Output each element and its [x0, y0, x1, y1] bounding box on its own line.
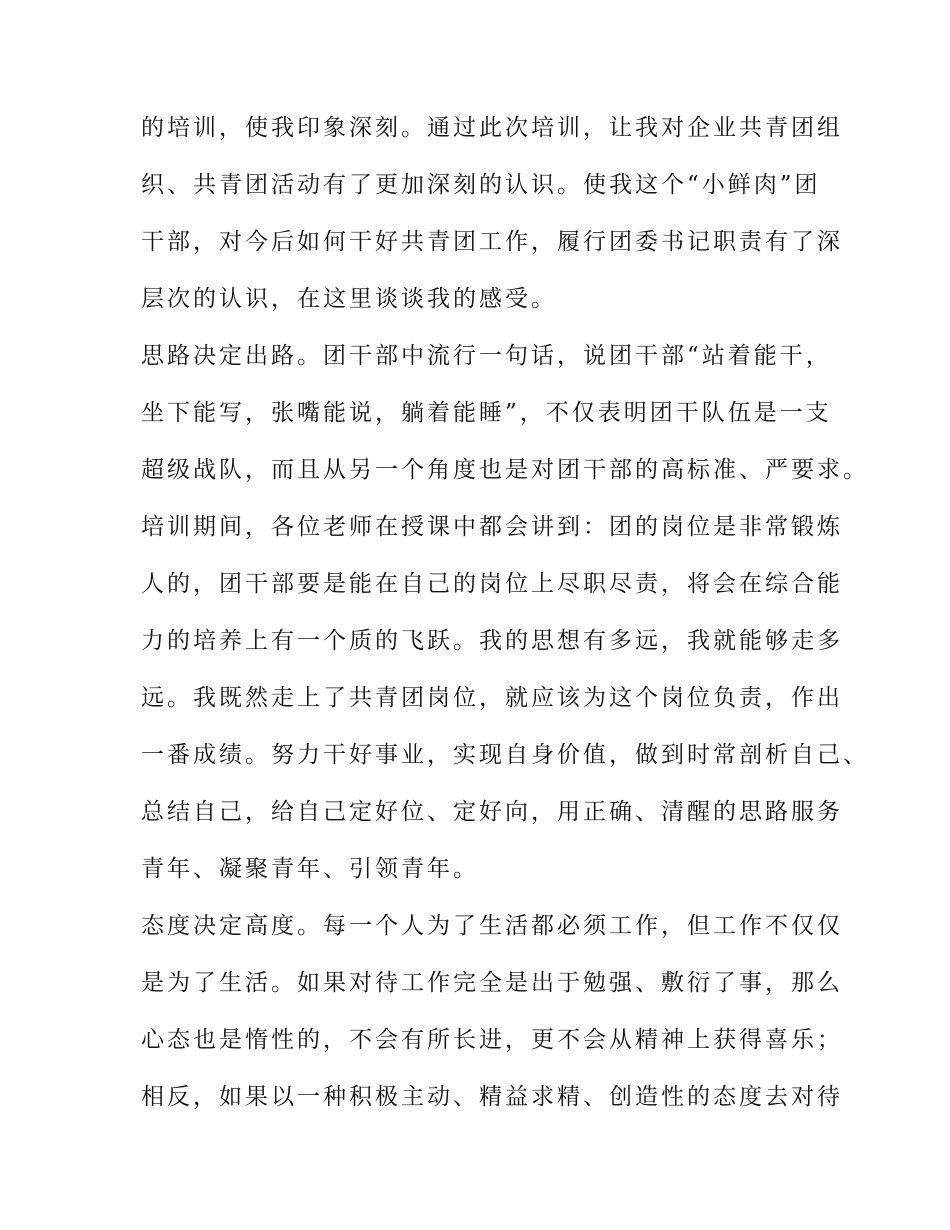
text-line: 的培训，使我印象深刻。通过此次培训，让我对企业共青团组 — [141, 115, 843, 141]
text-line: 人的，团干部要是能在自己的岗位上尽职尽责，将会在综合能 — [141, 571, 843, 597]
text-line: 干部，对今后如何干好共青团工作，履行团委书记职责有了深 — [141, 229, 843, 255]
text-line: 坐下能写，张嘴能说，躺着能睡”，不仅表明团干队伍是一支 — [141, 400, 832, 426]
text-line: 力的培养上有一个质的飞跃。我的思想有多远，我就能够走多 — [141, 628, 843, 654]
text-line: 层次的认识，在这里谈谈我的感受。 — [141, 286, 557, 312]
text-line: 一番成绩。努力干好事业，实现自身价值，做到时常剖析自己、 — [141, 742, 869, 768]
text-line: 总结自己，给自己定好位、定好向，用正确、清醒的思路服务 — [141, 799, 843, 825]
text-line: 超级战队，而且从另一个角度也是对团干部的高标准、严要求。 — [141, 457, 869, 483]
text-line: 是为了生活。如果对待工作完全是出于勉强、敷衍了事，那么 — [141, 970, 843, 996]
text-line: 思路决定出路。团干部中流行一句话，说团干部“站着能干， — [141, 343, 832, 369]
text-line: 相反，如果以一种积极主动、精益求精、创造性的态度去对待 — [141, 1084, 843, 1110]
text-line: 心态也是惰性的，不会有所长进，更不会从精神上获得喜乐； — [141, 1027, 843, 1053]
text-line: 青年、凝聚青年、引领青年。 — [141, 856, 479, 882]
text-line: 远。我既然走上了共青团岗位，就应该为这个岗位负责，作出 — [141, 685, 843, 711]
text-line: 织、共青团活动有了更加深刻的认识。使我这个“小鲜肉”团 — [141, 172, 821, 198]
text-line: 态度决定高度。每一个人为了生活都必须工作，但工作不仅仅 — [141, 913, 843, 939]
text-line: 培训期间，各位老师在授课中都会讲到：团的岗位是非常锻炼 — [141, 514, 843, 540]
